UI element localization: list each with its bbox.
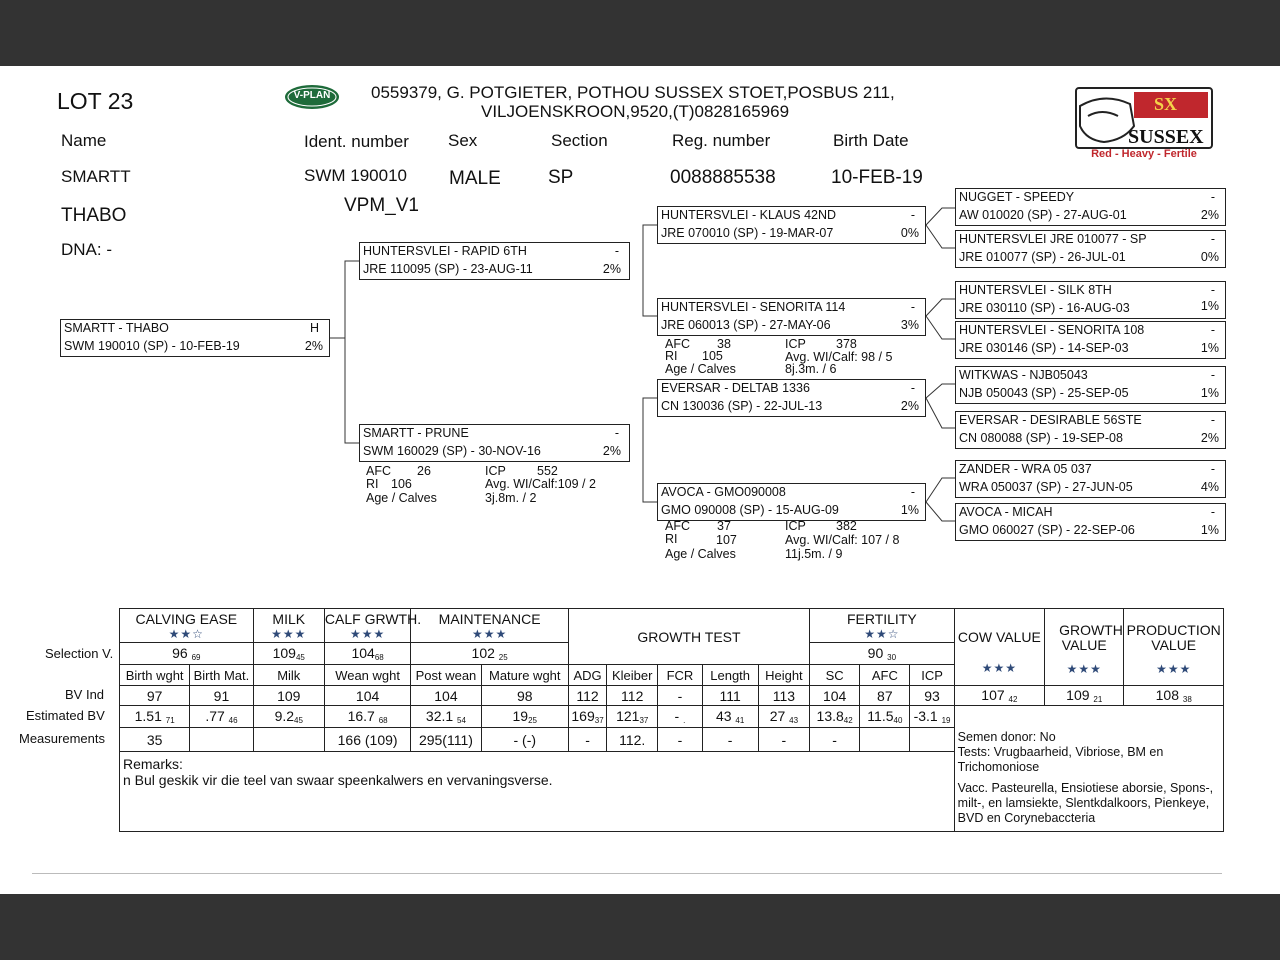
pedigree-name: HUNTERSVLEI JRE 010077 - SP: [959, 232, 1147, 246]
calf-stars: ★★★: [349, 626, 386, 641]
ebv-sub: 54: [457, 716, 466, 725]
pedigree-pct: 2%: [1200, 208, 1219, 222]
pedigree-id: GMO 060027 (SP) - 22-SEP-06: [959, 523, 1135, 537]
col-header: FCR: [658, 665, 702, 686]
pedigree-dam: [359, 424, 630, 462]
pedigree-flag: -: [1210, 368, 1215, 382]
meas-cell: -: [568, 728, 606, 752]
sel-sub: 45: [295, 653, 305, 662]
ebv-value: 32.1: [425, 708, 454, 724]
stat-afc-value: 26: [417, 464, 431, 478]
bv-cell: 93: [910, 686, 954, 706]
bottom-rule: [32, 873, 1222, 874]
group-growth-test: [568, 609, 809, 665]
bv-table: [119, 608, 1224, 832]
pedigree-pct: 1%: [1200, 299, 1219, 313]
ebv-value: .77: [205, 708, 225, 724]
pedigree-pct: 2%: [602, 262, 621, 276]
ebv-cell: [411, 706, 481, 728]
sel-calf: [324, 643, 410, 665]
ebv-cell: [120, 706, 190, 728]
ebv-sub: 68: [378, 716, 388, 725]
col-header: Wean wght: [324, 665, 410, 686]
pedigree-flag: -: [910, 381, 915, 395]
sel-sub: 69: [191, 653, 201, 662]
stat-icp-label: ICP: [485, 464, 506, 478]
stat-icp-value: 552: [537, 464, 558, 478]
stat-afc-label: AFC: [665, 519, 690, 533]
meas-cell: -: [810, 728, 860, 752]
pedigree-id: JRE 060013 (SP) - 27-MAY-06: [661, 318, 831, 332]
stat-icp-label: ICP: [785, 337, 806, 351]
pedigree-self: [60, 319, 330, 357]
row-label-ebv: Estimated BV: [26, 708, 105, 723]
vplan-logo-text: V-PLAN: [293, 90, 331, 101]
bv-cell: 113: [758, 686, 809, 706]
vaccinations: Vacc. Pasteurella, Ensiotiese aborsie, Spons-, milt-, en lamsiekte, Slentkdalkoors, Pienkeye, BVD en Corynebaccteria: [957, 780, 1214, 825]
pedigree-gg-2: [955, 230, 1226, 268]
pedigree-pct: 2%: [1200, 431, 1219, 445]
bv-cell: 111: [702, 686, 758, 706]
group-label: COW VALUE: [957, 629, 1041, 645]
meas-cell: -: [658, 728, 702, 752]
sel-calving: [120, 643, 254, 665]
pedigree-id: JRE 030146 (SP) - 14-SEP-03: [959, 341, 1129, 355]
bv-cell: 104: [810, 686, 860, 706]
header-birth: Birth Date: [833, 131, 909, 150]
ebv-value: 43: [715, 708, 732, 724]
sel-value: 104: [351, 645, 375, 661]
bv-cell: 112: [568, 686, 606, 706]
stat-age-label: Age / Calves: [665, 362, 736, 376]
notes-cell: [954, 728, 1223, 832]
pedigree-name: SMARTT - PRUNE: [363, 426, 469, 440]
pedigree-flag: H: [309, 321, 319, 335]
pedigree-pct: 1%: [1200, 386, 1219, 400]
pedigree-id: WRA 050037 (SP) - 27-JUN-05: [959, 480, 1133, 494]
group-label: GROWTH TEST: [637, 628, 741, 645]
ebv-cell: [658, 706, 702, 728]
ebv-value: 9.2: [274, 708, 295, 724]
animal-sex: MALE: [449, 168, 501, 189]
animal-section: SP: [548, 167, 574, 188]
ebv-value: 19: [512, 708, 529, 724]
col-header: Milk: [253, 665, 324, 686]
pedigree-id: NJB 050043 (SP) - 25-SEP-05: [959, 386, 1129, 400]
group-maintenance: [411, 609, 569, 643]
ebv-sub: 37: [639, 716, 649, 725]
pedigree-sire: [359, 242, 630, 280]
group-calving-ease: [120, 609, 254, 643]
ebv-value: -: [674, 708, 680, 724]
sel-maint: [411, 643, 569, 665]
bv-value: 107: [981, 687, 1005, 703]
header-name: Name: [61, 131, 107, 150]
ebv-sub: 40: [893, 716, 903, 725]
bv-cell: -: [658, 686, 702, 706]
pedigree-id: JRE 110095 (SP) - 23-AUG-11: [363, 262, 533, 276]
animal-birth: 10-FEB-19: [831, 167, 923, 188]
sel-sub: 30: [887, 653, 897, 662]
stat-age-label: Age / Calves: [366, 491, 437, 505]
bv-cell: 112: [607, 686, 658, 706]
lot-number: LOT 23: [57, 88, 134, 114]
breeder-line-1: 0559379, G. POTGIETER, POTHOU SUSSEX STOET,POSBUS 211,: [371, 83, 895, 102]
meas-cell: - (-): [481, 728, 568, 752]
remarks-text: n Bul geskik vir die teel van swaar speenkalwers en vervaningsverse.: [123, 772, 553, 788]
pedigree-flag: -: [1210, 232, 1215, 246]
pedigree-flag: -: [614, 244, 619, 258]
pedigree-name: EVERSAR - DELTAB 1336: [661, 381, 810, 395]
meas-cell: 35: [120, 728, 190, 752]
bv-cell: 104: [411, 686, 481, 706]
sel-value: 90: [867, 645, 884, 661]
ebv-value: 27: [769, 708, 786, 724]
meas-cell: [860, 728, 910, 752]
pedigree-pct: 3%: [900, 318, 919, 332]
ebv-value: 11.5: [867, 708, 894, 724]
pedigree-id: GMO 090008 (SP) - 15-AUG-09: [661, 503, 839, 517]
dna-label: DNA: -: [61, 240, 112, 259]
pedigree-gg-7: [955, 460, 1226, 498]
pedigree-id: CN 130036 (SP) - 22-JUL-13: [661, 399, 823, 413]
semen-donor: Semen donor: No: [957, 729, 1056, 744]
cow-stars: ★★★: [981, 661, 1017, 675]
pedigree-gg-5: [955, 366, 1226, 404]
group-label: MAINTENANCE: [438, 610, 541, 627]
ebv-sub: 45: [294, 716, 303, 725]
pedigree-gg-4: [955, 321, 1226, 359]
breeder-line-2: VILJOENSKROON,9520,(T)0828165969: [481, 102, 790, 121]
animal-name-2: THABO: [61, 205, 127, 226]
pedigree-id: SWM 190010 (SP) - 10-FEB-19: [64, 339, 240, 353]
ebv-sub: 43: [789, 716, 799, 725]
pedigree-dam-dam: [657, 483, 926, 521]
pedigree-pct: 2%: [304, 339, 323, 353]
ebv-value: -3.1: [913, 708, 938, 724]
ebv-sub: 41: [735, 716, 745, 725]
pedigree-pct: 1%: [900, 503, 919, 517]
pedigree-pct: 4%: [1200, 480, 1219, 494]
meas-cell: [190, 728, 253, 752]
bv-sub: 21: [1093, 695, 1103, 704]
animal-ident: SWM 190010: [304, 166, 407, 185]
pedigree-name: HUNTERSVLEI - RAPID 6TH: [363, 244, 527, 258]
pedigree-pct: 1%: [1200, 341, 1219, 355]
meas-cell: 166 (109): [324, 728, 410, 752]
col-header: SC: [810, 665, 860, 686]
ebv-cell: [910, 706, 954, 728]
group-milk: [253, 609, 324, 643]
maint-stars: ★★★: [471, 626, 508, 641]
bv-value: 108: [1155, 687, 1179, 703]
meas-cell: 112.: [607, 728, 658, 752]
ebv-cell: [324, 706, 410, 728]
group-label: PRODUCTION VALUE: [1126, 622, 1221, 653]
sel-fert: [810, 643, 955, 665]
col-header: Mature wght: [481, 665, 568, 686]
ebv-value: 121: [616, 708, 640, 724]
pedigree-name: WITKWAS - NJB05043: [959, 368, 1088, 382]
ebv-sub: 25: [528, 716, 537, 725]
ebv-cell: [758, 706, 809, 728]
pedigree-flag: -: [1210, 413, 1215, 427]
group-growth-value: [1045, 609, 1124, 686]
ebv-sub: 42: [843, 716, 853, 725]
stat-icp-label: ICP: [785, 519, 806, 533]
fert-stars: ★★☆: [864, 626, 900, 641]
sussex-badge: SX: [1154, 94, 1178, 114]
ebv-cell: [568, 706, 606, 728]
col-header: Post wean: [411, 665, 481, 686]
pedigree-id: SWM 160029 (SP) - 30-NOV-16: [363, 444, 541, 458]
pedigree-pct: 0%: [900, 226, 919, 240]
col-header: AFC: [860, 665, 910, 686]
pedigree-name: AVOCA - MICAH: [959, 505, 1053, 519]
pedigree-gg-3: [955, 281, 1226, 319]
pedigree-id: JRE 030110 (SP) - 16-AUG-03: [959, 301, 1130, 315]
pedigree-id: JRE 010077 (SP) - 26-JUL-01: [959, 250, 1126, 264]
row-label-bv: BV Ind: [65, 687, 105, 702]
pedigree-pct: 2%: [900, 399, 919, 413]
pedigree-pct: 0%: [1200, 250, 1219, 264]
pedigree-name: HUNTERSVLEI - SENORITA 108: [959, 323, 1145, 337]
sel-value: 96: [172, 645, 188, 661]
ebv-cell: [190, 706, 253, 728]
stat-afc-value: 38: [717, 337, 731, 351]
pedigree-flag: -: [910, 485, 915, 499]
stat-age-label: Age / Calves: [665, 547, 736, 561]
pedigree-name: SMARTT - THABO: [64, 321, 169, 335]
pedigree-flag: -: [1210, 190, 1215, 204]
pedigree-sire-dam: [657, 298, 926, 336]
pedigree-sire-sire: [657, 206, 926, 244]
sel-milk: [253, 643, 324, 665]
ebv-value: 16.7: [347, 708, 375, 724]
bv-cell: 109: [253, 686, 324, 706]
animal-vpm: VPM_V1: [344, 195, 419, 216]
col-header: Length: [702, 665, 758, 686]
bv-sub: 38: [1182, 695, 1192, 704]
sussex-tagline: Red - Heavy - Fertile: [1091, 148, 1197, 160]
stat-ri-value: 107: [716, 533, 737, 547]
stat-afc-value: 37: [717, 519, 731, 533]
group-label: CALF GRWTH.: [324, 610, 422, 627]
header-section: Section: [551, 131, 608, 150]
pedigree-flag: -: [1210, 505, 1215, 519]
stat-ri-value: 106: [391, 477, 412, 491]
group-label: FERTILITY: [846, 610, 917, 627]
stat-icp-value: 382: [836, 519, 857, 533]
bv-cell: 104: [324, 686, 410, 706]
sel-value: 102: [471, 645, 495, 661]
animal-reg: 0088885538: [670, 167, 776, 188]
stat-wi: Avg. WI/Calf: 98 / 5: [785, 350, 893, 364]
ebv-cell: [702, 706, 758, 728]
ebv-sub: 19: [941, 716, 951, 725]
header-reg: Reg. number: [672, 131, 771, 150]
stat-wi: Avg. WI/Calf: 107 / 8: [785, 533, 900, 547]
stat-wi: Avg. WI/Calf:109 / 2: [485, 477, 596, 491]
sel-value: 109: [272, 645, 296, 661]
pedigree-pct: 1%: [1200, 523, 1219, 537]
meas-cell: -: [758, 728, 809, 752]
col-header: ICP: [910, 665, 954, 686]
row-label-selection: Selection V.: [45, 646, 114, 661]
calving-stars: ★★☆: [168, 626, 204, 641]
bv-cow-value: [954, 686, 1044, 706]
pedigree-flag: -: [910, 300, 915, 314]
pedigree-flag: -: [910, 208, 915, 222]
meas-cell: 295(111): [411, 728, 481, 752]
pedigree-name: ZANDER - WRA 05 037: [959, 462, 1092, 476]
group-label: CALVING EASE: [135, 610, 238, 627]
ebv-sub: 46: [228, 716, 238, 725]
pedigree-name: HUNTERSVLEI - KLAUS 42ND: [661, 208, 837, 222]
bv-cell: 97: [120, 686, 190, 706]
bv-value: 109: [1066, 687, 1090, 703]
ebv-extra-blank: [954, 706, 1223, 728]
stat-icp-value: 378: [836, 337, 857, 351]
pedigree-id: JRE 070010 (SP) - 19-MAR-07: [661, 226, 834, 240]
pedigree-name: HUNTERSVLEI - SILK 8TH: [959, 283, 1112, 297]
col-header: ADG: [568, 665, 606, 686]
pedigree-name: NUGGET - SPEEDY: [959, 190, 1075, 204]
col-header: Height: [758, 665, 809, 686]
ebv-cell: [253, 706, 324, 728]
meas-cell: [253, 728, 324, 752]
pedigree-id: CN 080088 (SP) - 19-SEP-08: [959, 431, 1123, 445]
pedigree-id: AW 010020 (SP) - 27-AUG-01: [959, 208, 1127, 222]
bv-cell: 87: [860, 686, 910, 706]
pedigree-dam-sire: [657, 379, 926, 417]
stat-ri-label: RI: [665, 349, 678, 363]
gv-stars: ★★★: [1066, 662, 1102, 676]
pedigree-name: AVOCA - GMO090008: [661, 485, 786, 499]
bv-production-value: [1124, 686, 1224, 706]
pedigree-flag: -: [1210, 462, 1215, 476]
ebv-sub: 71: [165, 716, 175, 725]
meas-cell: [910, 728, 954, 752]
bv-cell: 91: [190, 686, 253, 706]
col-header: Kleiber: [607, 665, 658, 686]
sel-sub: 68: [374, 653, 384, 662]
stat-ri-value: 105: [702, 349, 723, 363]
ebv-value: 169: [571, 708, 595, 724]
sussex-brand: SUSSEX: [1128, 126, 1204, 148]
col-header: Birth Mat.: [190, 665, 253, 686]
stat-afc-label: AFC: [366, 464, 391, 478]
pedigree-name: HUNTERSVLEI - SENORITA 114: [661, 300, 846, 314]
sel-sub: 25: [498, 653, 508, 662]
stat-age-value: 8j.3m. / 6: [785, 362, 837, 376]
header-ident: Ident. number: [304, 132, 409, 151]
meas-cell: -: [702, 728, 758, 752]
group-label: GROWTH VALUE: [1059, 622, 1123, 653]
group-calf-growth: [324, 609, 422, 643]
header-sex: Sex: [448, 131, 478, 150]
stat-ri-label: RI: [665, 532, 678, 546]
pedigree-gg-8: [955, 503, 1226, 541]
bv-sub: 42: [1008, 695, 1018, 704]
animal-name-1: SMARTT: [61, 167, 131, 186]
pedigree-flag: -: [1210, 283, 1215, 297]
remarks-label: Remarks:: [123, 756, 183, 772]
group-production-value: [1124, 609, 1224, 686]
ebv-cell: [481, 706, 568, 728]
row-label-measurements: Measurements: [19, 731, 105, 746]
bv-growth-value: [1045, 686, 1124, 706]
ebv-sub: .: [683, 716, 686, 725]
tests: Tests: Vrugbaarheid, Vibriose, BM en Trichomoniose: [957, 744, 1164, 774]
pv-stars: ★★★: [1156, 662, 1192, 676]
milk-stars: ★★★: [271, 626, 307, 641]
col-header: Birth wght: [120, 665, 190, 686]
pedigree-gg-6: [955, 411, 1226, 449]
pedigree-flag: -: [614, 426, 619, 440]
stat-ri-label: RI: [366, 477, 379, 491]
ebv-cell: [860, 706, 910, 728]
pedigree-pct: 2%: [602, 444, 621, 458]
pedigree-flag: -: [1210, 323, 1215, 337]
ebv-cell: [607, 706, 658, 728]
ebv-value: 1.51: [134, 708, 162, 724]
remarks-cell: [120, 752, 955, 832]
pedigree-gg-1: [955, 188, 1226, 226]
group-cow-value: [954, 609, 1044, 686]
stat-afc-label: AFC: [665, 337, 690, 351]
group-fertility: [810, 609, 955, 643]
bv-cell: 98: [481, 686, 568, 706]
stat-age-value: 11j.5m. / 9: [785, 547, 843, 561]
ebv-cell: [810, 706, 860, 728]
pedigree-name: EVERSAR - DESIRABLE 56STE: [959, 413, 1142, 427]
group-label: MILK: [272, 610, 306, 627]
ebv-value: 13.8: [816, 708, 844, 724]
stat-age-value: 3j.8m. / 2: [485, 491, 537, 505]
ebv-sub: 37: [594, 716, 604, 725]
